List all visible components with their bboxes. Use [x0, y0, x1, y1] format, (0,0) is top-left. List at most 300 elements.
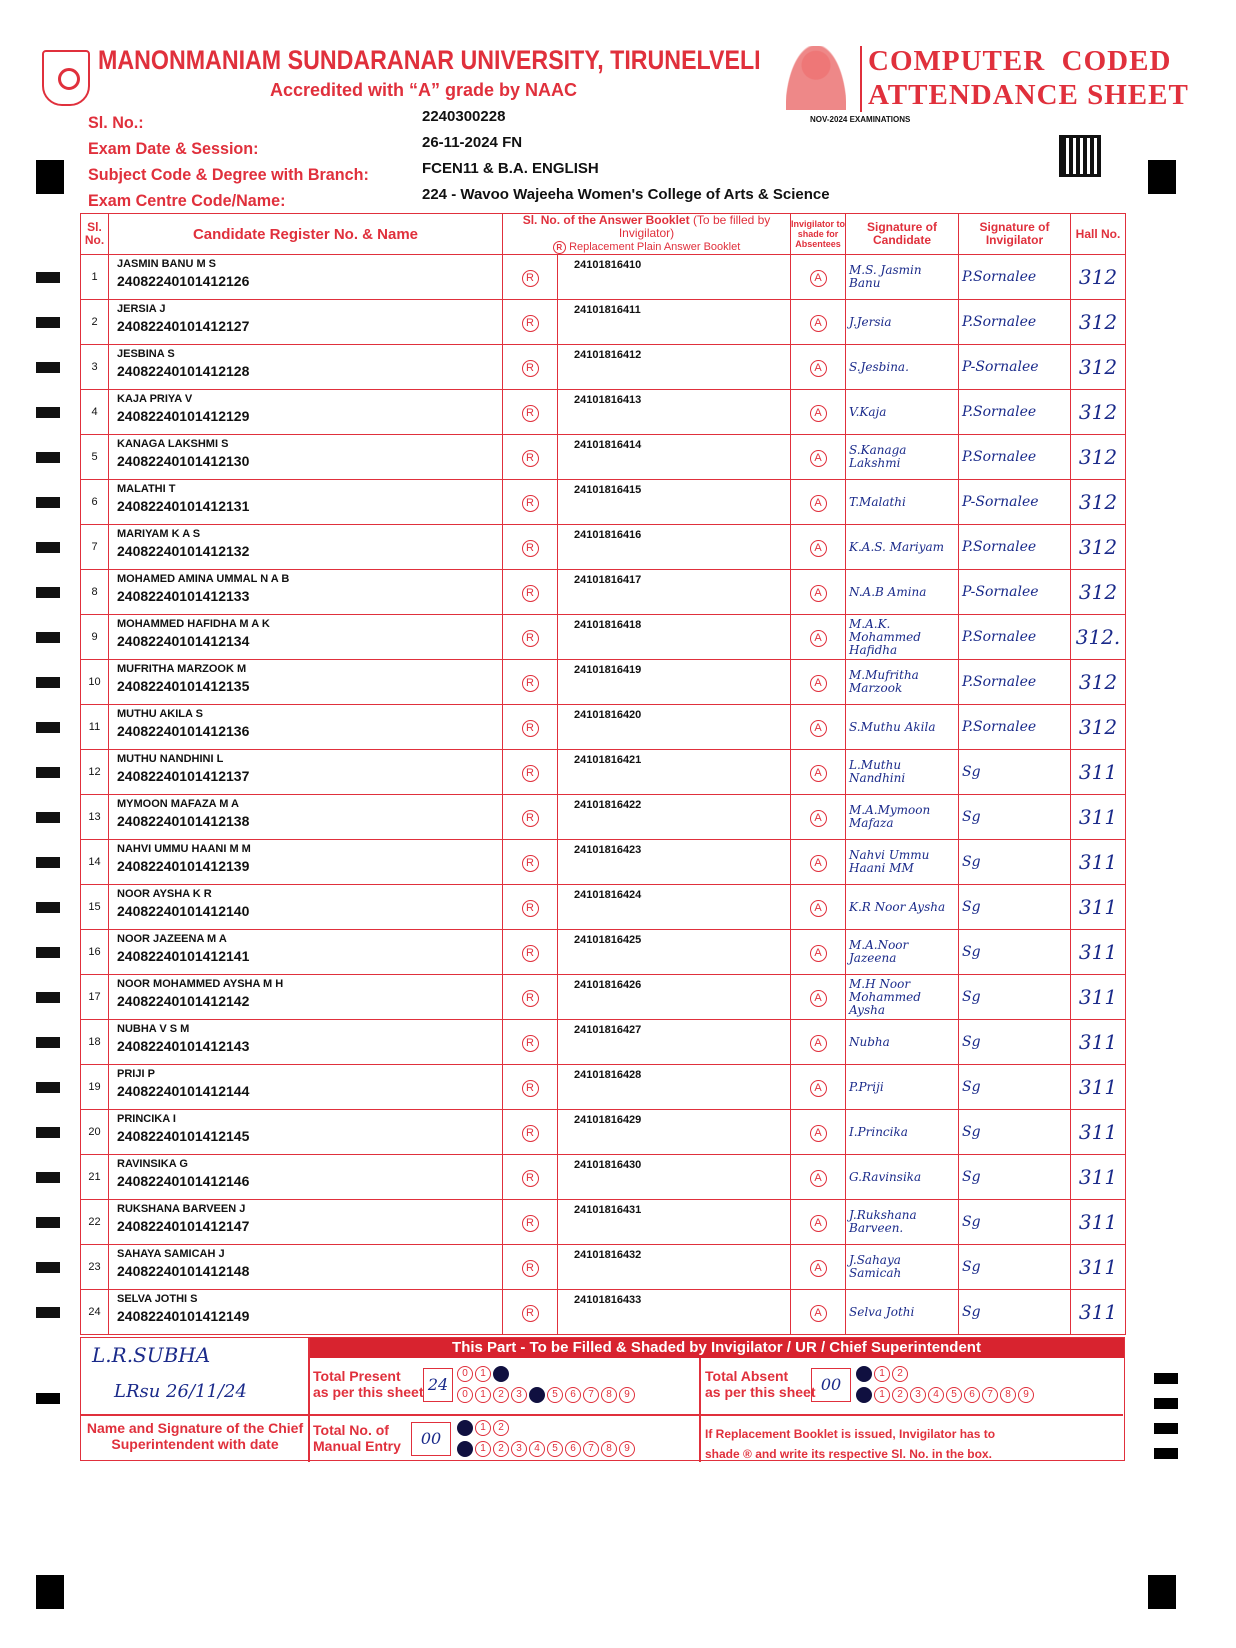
register-number: 24082240101412131 [117, 498, 250, 514]
hall-number: 311 [1071, 1200, 1126, 1245]
present-box[interactable]: 24 [423, 1368, 453, 1402]
register-number: 24082240101412138 [117, 813, 250, 829]
candidate-name: RAVINSIKA G [117, 1158, 188, 1170]
replacement-bubble[interactable] [503, 1065, 558, 1110]
digit-bubble-4[interactable] [529, 1387, 545, 1403]
booklet-number: 24101816425 [558, 930, 791, 975]
invigilator-signature: Sg [959, 930, 1071, 975]
replacement-bubble[interactable] [503, 1155, 558, 1200]
register-number: 24082240101412142 [117, 993, 250, 1009]
candidate-cell [109, 1020, 503, 1065]
timing-mark [36, 542, 60, 553]
accreditation: Accredited with “A” grade by NAAC [270, 80, 578, 100]
digit-bubble-1[interactable]: 1 [475, 1441, 491, 1457]
timing-mark [36, 1217, 60, 1228]
replacement-bubble[interactable] [503, 615, 558, 660]
candidate-cell [109, 255, 503, 300]
footer-section [80, 1337, 1125, 1461]
timing-mark [36, 1082, 60, 1093]
digit-bubble-3[interactable]: 3 [511, 1441, 527, 1457]
absent-bubble[interactable] [791, 390, 846, 435]
absent-bubble[interactable] [791, 840, 846, 885]
booklet-number: 24101816420 [558, 705, 791, 750]
table-row [81, 255, 1126, 300]
booklet-number: 24101816416 [558, 525, 791, 570]
absent-bubble[interactable] [791, 705, 846, 750]
candidate-signature: P.Priji [846, 1065, 959, 1110]
r-bubble-icon: R [522, 810, 539, 827]
register-number: 24082240101412132 [117, 543, 250, 559]
replacement-bubble[interactable] [503, 1200, 558, 1245]
a-bubble-icon: A [810, 270, 827, 287]
digit-bubble-2[interactable] [493, 1366, 509, 1382]
absent-bubble[interactable] [791, 525, 846, 570]
absent-bubble[interactable] [791, 300, 846, 345]
manual-units-bubbles[interactable] [457, 1441, 635, 1457]
replacement-bubble[interactable] [503, 435, 558, 480]
register-number: 24082240101412137 [117, 768, 250, 784]
attendance-table [80, 213, 1126, 1335]
candidate-name: MALATHI T [117, 483, 176, 495]
sl-no: 2240300228 [422, 108, 506, 125]
digit-bubble-2[interactable]: 2 [493, 1441, 509, 1457]
absent-bubble[interactable] [791, 1065, 846, 1110]
timing-mark [36, 677, 60, 688]
r-bubble-icon: R [522, 765, 539, 782]
timing-mark [36, 857, 60, 868]
candidate-cell [109, 975, 503, 1020]
replacement-bubble[interactable] [503, 1020, 558, 1065]
qr-code [1062, 138, 1098, 174]
absent-bubble[interactable] [791, 885, 846, 930]
absent-bubble[interactable] [791, 570, 846, 615]
absent-label-1: Total Absent [705, 1368, 789, 1384]
a-bubble-icon: A [810, 675, 827, 692]
date-label: Exam Date & Session: [88, 139, 259, 158]
candidate-cell [109, 480, 503, 525]
row-sl: 13 [81, 795, 109, 840]
register-number: 24082240101412135 [117, 678, 250, 694]
r-bubble-icon: R [522, 1035, 539, 1052]
table-row [81, 840, 1126, 885]
candidate-cell [109, 615, 503, 660]
candidate-name: KANAGA LAKSHMI S [117, 438, 229, 450]
table-row [81, 1020, 1126, 1065]
exam-centre: 224 - Wavoo Wajeeha Women's College of Arts & Science [422, 186, 830, 203]
invigilator-signature: P.Sornalee [959, 660, 1071, 705]
digit-bubble-8[interactable]: 8 [601, 1441, 617, 1457]
candidate-cell [109, 1065, 503, 1110]
r-bubble-icon: R [522, 450, 539, 467]
digit-bubble-4[interactable]: 4 [928, 1387, 944, 1403]
row-sl: 18 [81, 1020, 109, 1065]
divider [860, 46, 862, 112]
replacement-bubble[interactable] [503, 480, 558, 525]
r-bubble-icon: R [522, 270, 539, 287]
digit-bubble-1[interactable]: 1 [874, 1387, 890, 1403]
booklet-number: 24101816417 [558, 570, 791, 615]
booklet-note: (To be filled by Invigilator) [618, 213, 771, 240]
register-number: 24082240101412126 [117, 273, 250, 289]
timing-mark [1154, 1423, 1178, 1434]
absent-bubble[interactable] [791, 615, 846, 660]
registration-mark [1148, 160, 1176, 194]
candidate-signature: G.Ravinsika [846, 1155, 959, 1200]
candidate-cell [109, 660, 503, 705]
candidate-name: PRINCIKA I [117, 1113, 176, 1125]
register-number: 24082240101412143 [117, 1038, 250, 1054]
digit-bubble-1[interactable]: 1 [475, 1420, 491, 1436]
booklet-heading: Sl. No. of the Answer Booklet [522, 213, 690, 227]
r-bubble-icon: R [522, 360, 539, 377]
invigilator-signature: P.Sornalee [959, 705, 1071, 750]
university-name: MANONMANIAM SUNDARANAR UNIVERSITY, TIRUNELVELI [98, 45, 761, 75]
row-sl: 20 [81, 1110, 109, 1155]
candidate-signature: M.A.Mymoon Mafaza [846, 795, 959, 840]
hall-number: 312 [1071, 525, 1126, 570]
replacement-bubble[interactable] [503, 705, 558, 750]
replacement-bubble[interactable] [503, 345, 558, 390]
registration-mark [36, 160, 64, 194]
digit-bubble-8[interactable]: 8 [601, 1387, 617, 1403]
timing-mark [36, 1037, 60, 1048]
a-bubble-icon: A [810, 495, 827, 512]
row-sl: 3 [81, 345, 109, 390]
digit-bubble-9[interactable]: 9 [619, 1387, 635, 1403]
absent-bubble[interactable] [791, 750, 846, 795]
digit-bubble-0[interactable]: 0 [457, 1366, 473, 1382]
registration-mark [1148, 1575, 1176, 1609]
digit-bubble-6[interactable]: 6 [565, 1387, 581, 1403]
replacement-bubble[interactable] [503, 750, 558, 795]
absent-bubble[interactable] [791, 1155, 846, 1200]
candidate-signature: L.Muthu Nandhini [846, 750, 959, 795]
hall-number: 312 [1071, 390, 1126, 435]
hall-number: 312 [1071, 255, 1126, 300]
timing-mark [36, 317, 60, 328]
booklet-number: 24101816421 [558, 750, 791, 795]
candidate-signature: M.H Noor Mohammed Aysha [846, 975, 959, 1020]
digit-bubble-0[interactable] [457, 1441, 473, 1457]
col-sig-invigilator: Signature of Invigilator [959, 214, 1071, 255]
row-sl: 16 [81, 930, 109, 975]
replacement-bubble[interactable] [503, 930, 558, 975]
digit-bubble-2[interactable]: 2 [892, 1366, 908, 1382]
candidate-cell [109, 705, 503, 750]
a-bubble-icon: A [810, 765, 827, 782]
replacement-bubble[interactable] [503, 885, 558, 930]
register-number: 24082240101412140 [117, 903, 250, 919]
hall-number: 312 [1071, 435, 1126, 480]
footer-banner: This Part - To be Filled & Shaded by Invigilator / UR / Chief Superintendent [309, 1338, 1124, 1358]
hall-number: 311 [1071, 1110, 1126, 1155]
replacement-note: Replacement Plain Answer Booklet [569, 241, 741, 253]
absent-bubble[interactable] [791, 660, 846, 705]
absent-bubble[interactable] [791, 975, 846, 1020]
hall-number: 311 [1071, 795, 1126, 840]
register-number: 24082240101412127 [117, 318, 250, 334]
candidate-signature: M.A.Noor Jazeena [846, 930, 959, 975]
candidate-name: KAJA PRIYA V [117, 393, 193, 405]
replacement-bubble[interactable] [503, 975, 558, 1020]
candidate-signature: Nubha [846, 1020, 959, 1065]
a-bubble-icon: A [810, 450, 827, 467]
digit-bubble-5[interactable]: 5 [547, 1441, 563, 1457]
present-label-1: Total Present [313, 1368, 401, 1384]
candidate-signature: N.A.B Amina [846, 570, 959, 615]
digit-bubble-5[interactable]: 5 [946, 1387, 962, 1403]
col-sig-candidate: Signature of Candidate [846, 214, 959, 255]
digit-bubble-1[interactable]: 1 [475, 1387, 491, 1403]
manual-label-2: Manual Entry [313, 1438, 401, 1454]
absent-box[interactable]: 00 [811, 1368, 851, 1402]
digit-bubble-1[interactable]: 1 [475, 1366, 491, 1382]
candidate-cell [109, 1110, 503, 1155]
register-number: 24082240101412141 [117, 948, 250, 964]
table-row [81, 1245, 1126, 1290]
absent-bubble[interactable] [791, 345, 846, 390]
table-row [81, 975, 1126, 1020]
absent-bubble[interactable] [791, 480, 846, 525]
digit-bubble-2[interactable]: 2 [493, 1420, 509, 1436]
title-line-1: COMPUTER CODED [868, 45, 1172, 77]
candidate-signature: Selva Jothi [846, 1290, 959, 1335]
digit-bubble-0[interactable] [856, 1366, 872, 1382]
exam-date: 26-11-2024 FN [422, 134, 523, 151]
timing-mark [36, 1262, 60, 1273]
candidate-cell [109, 795, 503, 840]
candidate-cell [109, 570, 503, 615]
col-absentees: Invigilator to shade for Absentees [791, 214, 846, 255]
digit-bubble-0[interactable] [457, 1420, 473, 1436]
replacement-instruction [705, 1424, 995, 1464]
digit-bubble-0[interactable] [856, 1387, 872, 1403]
chief-signature: LRsu 26/11/24 [114, 1381, 247, 1402]
row-sl: 6 [81, 480, 109, 525]
replacement-bubble[interactable] [503, 660, 558, 705]
candidate-signature: M.Mufritha Marzook [846, 660, 959, 705]
booklet-number: 24101816431 [558, 1200, 791, 1245]
candidate-cell [109, 930, 503, 975]
hall-number: 311 [1071, 750, 1126, 795]
digit-bubble-6[interactable]: 6 [565, 1441, 581, 1457]
a-bubble-icon: A [810, 1125, 827, 1142]
candidate-signature: J.Rukshana Barveen. [846, 1200, 959, 1245]
timing-mark [36, 407, 60, 418]
candidate-signature: M.A.K. Mohammed Hafidha [846, 615, 959, 660]
a-bubble-icon: A [810, 720, 827, 737]
timing-mark [36, 812, 60, 823]
candidate-name: MUTHU NANDHINI L [117, 753, 224, 765]
hall-number: 312. [1071, 615, 1126, 660]
row-sl: 7 [81, 525, 109, 570]
digit-bubble-6[interactable]: 6 [964, 1387, 980, 1403]
timing-mark [1154, 1398, 1178, 1409]
booklet-number: 24101816422 [558, 795, 791, 840]
r-bubble-icon: R [522, 630, 539, 647]
r-bubble-icon: R [522, 495, 539, 512]
manual-box[interactable]: 00 [411, 1422, 451, 1456]
table-row [81, 1290, 1126, 1335]
booklet-number: 24101816412 [558, 345, 791, 390]
timing-mark [36, 1127, 60, 1138]
absent-bubble[interactable] [791, 1200, 846, 1245]
register-number: 24082240101412134 [117, 633, 250, 649]
candidate-name: MOHAMMED HAFIDHA M A K [117, 618, 270, 630]
replacement-bubble[interactable] [503, 1110, 558, 1155]
timing-mark [36, 587, 60, 598]
a-bubble-icon: A [810, 630, 827, 647]
replacement-bubble[interactable] [503, 1245, 558, 1290]
replacement-bubble[interactable] [503, 570, 558, 615]
absent-bubble[interactable] [791, 255, 846, 300]
a-bubble-icon: A [810, 585, 827, 602]
hall-number: 311 [1071, 1290, 1126, 1335]
replacement-bubble[interactable] [503, 255, 558, 300]
absent-tens-bubbles[interactable] [856, 1366, 908, 1382]
candidate-name: RUKSHANA BARVEEN J [117, 1203, 246, 1215]
a-bubble-icon: A [810, 315, 827, 332]
row-sl: 22 [81, 1200, 109, 1245]
a-bubble-icon: A [810, 405, 827, 422]
digit-bubble-2[interactable]: 2 [892, 1387, 908, 1403]
replacement-bubble[interactable] [503, 300, 558, 345]
digit-bubble-7[interactable]: 7 [583, 1441, 599, 1457]
candidate-cell [109, 1155, 503, 1200]
a-bubble-icon: A [810, 1305, 827, 1322]
table-row [81, 1110, 1126, 1155]
title-line-2: ATTENDANCE SHEET [868, 79, 1189, 111]
row-sl: 1 [81, 255, 109, 300]
candidate-signature: S.Kanaga Lakshmi [846, 435, 959, 480]
invigilator-signature: Sg [959, 1020, 1071, 1065]
table-row [81, 1200, 1126, 1245]
digit-bubble-4[interactable]: 4 [529, 1441, 545, 1457]
a-bubble-icon: A [810, 990, 827, 1007]
timing-mark [36, 1307, 60, 1318]
a-bubble-icon: A [810, 900, 827, 917]
absent-bubble[interactable] [791, 1245, 846, 1290]
hall-number: 311 [1071, 930, 1126, 975]
absent-bubble[interactable] [791, 795, 846, 840]
digit-bubble-9[interactable]: 9 [1018, 1387, 1034, 1403]
row-sl: 2 [81, 300, 109, 345]
timing-mark [36, 947, 60, 958]
replacement-bubble[interactable] [503, 840, 558, 885]
a-bubble-icon: A [810, 810, 827, 827]
r-bubble-icon: R [522, 405, 539, 422]
hall-number: 311 [1071, 1155, 1126, 1200]
timing-mark [36, 1172, 60, 1183]
replacement-bubble[interactable] [503, 1290, 558, 1335]
absent-bubble[interactable] [791, 930, 846, 975]
registration-mark [36, 1575, 64, 1609]
candidate-cell [109, 750, 503, 795]
digit-bubble-1[interactable]: 1 [874, 1366, 890, 1382]
row-sl: 4 [81, 390, 109, 435]
sl-no-label: Sl. No.: [88, 113, 144, 132]
row-sl: 10 [81, 660, 109, 705]
booklet-number: 24101816419 [558, 660, 791, 705]
digit-bubble-7[interactable]: 7 [583, 1387, 599, 1403]
invigilator-signature: Sg [959, 840, 1071, 885]
digit-bubble-3[interactable]: 3 [511, 1387, 527, 1403]
booklet-number: 24101816429 [558, 1110, 791, 1155]
candidate-signature: T.Malathi [846, 480, 959, 525]
replacement-bubble[interactable] [503, 390, 558, 435]
replacement-bubble[interactable] [503, 795, 558, 840]
r-bubble-icon: R [522, 1305, 539, 1322]
digit-bubble-3[interactable]: 3 [910, 1387, 926, 1403]
present-units-bubbles[interactable] [457, 1387, 635, 1403]
digit-bubble-5[interactable]: 5 [547, 1387, 563, 1403]
invigilator-signature: Sg [959, 750, 1071, 795]
hall-number: 312 [1071, 480, 1126, 525]
hall-number: 312 [1071, 660, 1126, 705]
absent-units-bubbles[interactable] [856, 1387, 1034, 1403]
candidate-name: MARIYAM K A S [117, 528, 201, 540]
candidate-signature: K.R Noor Aysha [846, 885, 959, 930]
candidate-cell [109, 840, 503, 885]
candidate-cell [109, 1290, 503, 1335]
booklet-number: 24101816430 [558, 1155, 791, 1200]
absent-bubble[interactable] [791, 1290, 846, 1335]
hall-number: 312 [1071, 705, 1126, 750]
absent-bubble[interactable] [791, 1020, 846, 1065]
col-candidate: Candidate Register No. & Name [109, 214, 503, 255]
candidate-cell [109, 435, 503, 480]
candidate-name: NUBHA V S M [117, 1023, 190, 1035]
manual-tens-bubbles[interactable] [457, 1420, 509, 1436]
exam-label: NOV-2024 EXAMINATIONS [810, 115, 911, 124]
manual-label-1: Total No. of [313, 1422, 389, 1438]
invigilator-signature: Sg [959, 795, 1071, 840]
candidate-signature: J.Jersia [846, 300, 959, 345]
digit-bubble-9[interactable]: 9 [619, 1441, 635, 1457]
present-tens-bubbles[interactable] [457, 1366, 509, 1382]
table-row [81, 300, 1126, 345]
invigilator-signature: Sg [959, 1155, 1071, 1200]
table-row [81, 930, 1126, 975]
r-bubble-icon: R [522, 855, 539, 872]
invigilator-signature: Sg [959, 1110, 1071, 1155]
digit-bubble-7[interactable]: 7 [982, 1387, 998, 1403]
table-row [81, 885, 1126, 930]
absent-bubble[interactable] [791, 435, 846, 480]
table-row [81, 1155, 1126, 1200]
timing-mark [36, 497, 60, 508]
row-sl: 17 [81, 975, 109, 1020]
booklet-number: 24101816423 [558, 840, 791, 885]
hall-number: 311 [1071, 885, 1126, 930]
row-sl: 21 [81, 1155, 109, 1200]
digit-bubble-0[interactable]: 0 [457, 1387, 473, 1403]
replacement-bubble[interactable] [503, 525, 558, 570]
candidate-cell [109, 525, 503, 570]
hall-number: 312 [1071, 300, 1126, 345]
digit-bubble-8[interactable]: 8 [1000, 1387, 1016, 1403]
hall-number: 312 [1071, 570, 1126, 615]
absent-bubble[interactable] [791, 1110, 846, 1155]
candidate-cell [109, 1245, 503, 1290]
r-bubble-icon: R [553, 241, 566, 254]
digit-bubble-2[interactable]: 2 [493, 1387, 509, 1403]
row-sl: 8 [81, 570, 109, 615]
register-number: 24082240101412136 [117, 723, 250, 739]
timing-mark [36, 452, 60, 463]
booklet-number: 24101816424 [558, 885, 791, 930]
candidate-name: MYMOON MAFAZA M A [117, 798, 240, 810]
